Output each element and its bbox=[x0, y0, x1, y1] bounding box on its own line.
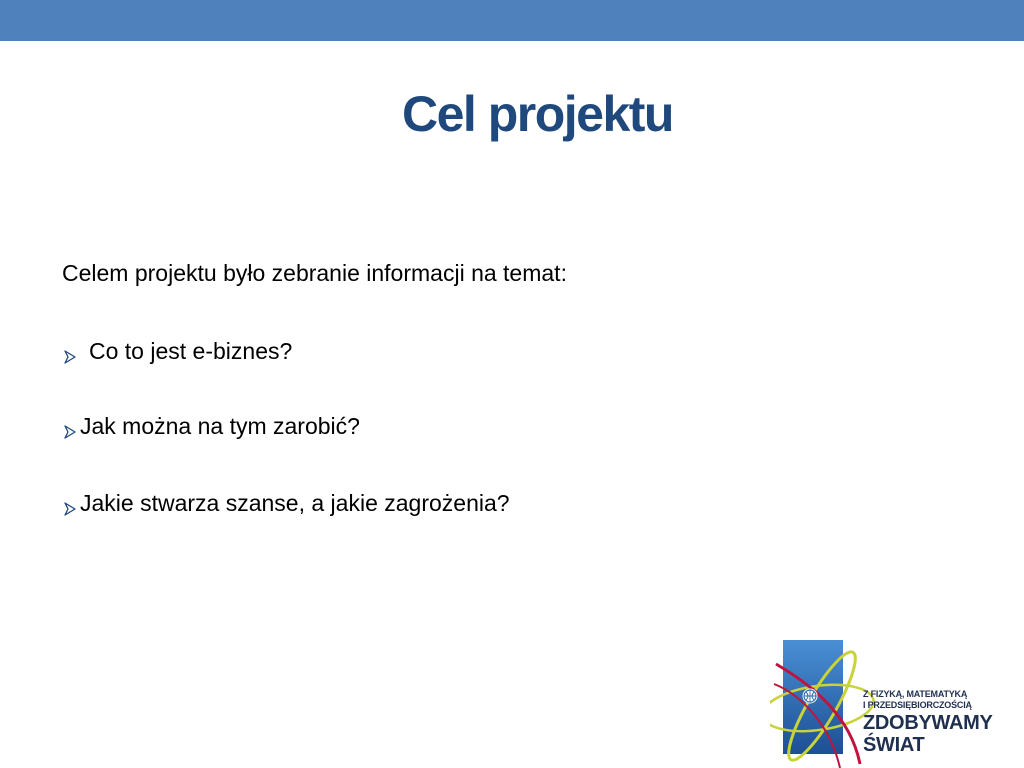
bullet-item bbox=[62, 412, 360, 440]
bullet-text: Jakie stwarza szanse, a jakie zagrożenia? bbox=[80, 490, 510, 516]
logo-wordmark-line2: ŚWIAT bbox=[863, 734, 925, 756]
bullet-item bbox=[62, 489, 510, 517]
bullet-item bbox=[62, 337, 292, 365]
bullet-text: Jak można na tym zarobić? bbox=[80, 413, 360, 439]
project-logo bbox=[770, 624, 1024, 768]
logo-wordmark-line1: ZDOBYWAMY bbox=[863, 712, 993, 734]
slide-title: Cel projektu bbox=[402, 86, 673, 142]
logo-tagline-line1: Z FIZYKĄ, MATEMATYKĄ bbox=[863, 689, 968, 699]
arrow-bullet-icon bbox=[62, 418, 78, 434]
arrow-bullet-icon bbox=[62, 343, 78, 359]
logo-tagline-line2: I PRZEDSIĘBIORCZOŚCIĄ bbox=[863, 700, 972, 710]
arrow-bullet-icon bbox=[62, 495, 78, 511]
bullet-text: Co to jest e-biznes? bbox=[89, 338, 293, 364]
intro-text: Celem projektu było zebranie informacji na temat: bbox=[62, 260, 567, 286]
top-accent-bar bbox=[0, 0, 1024, 41]
